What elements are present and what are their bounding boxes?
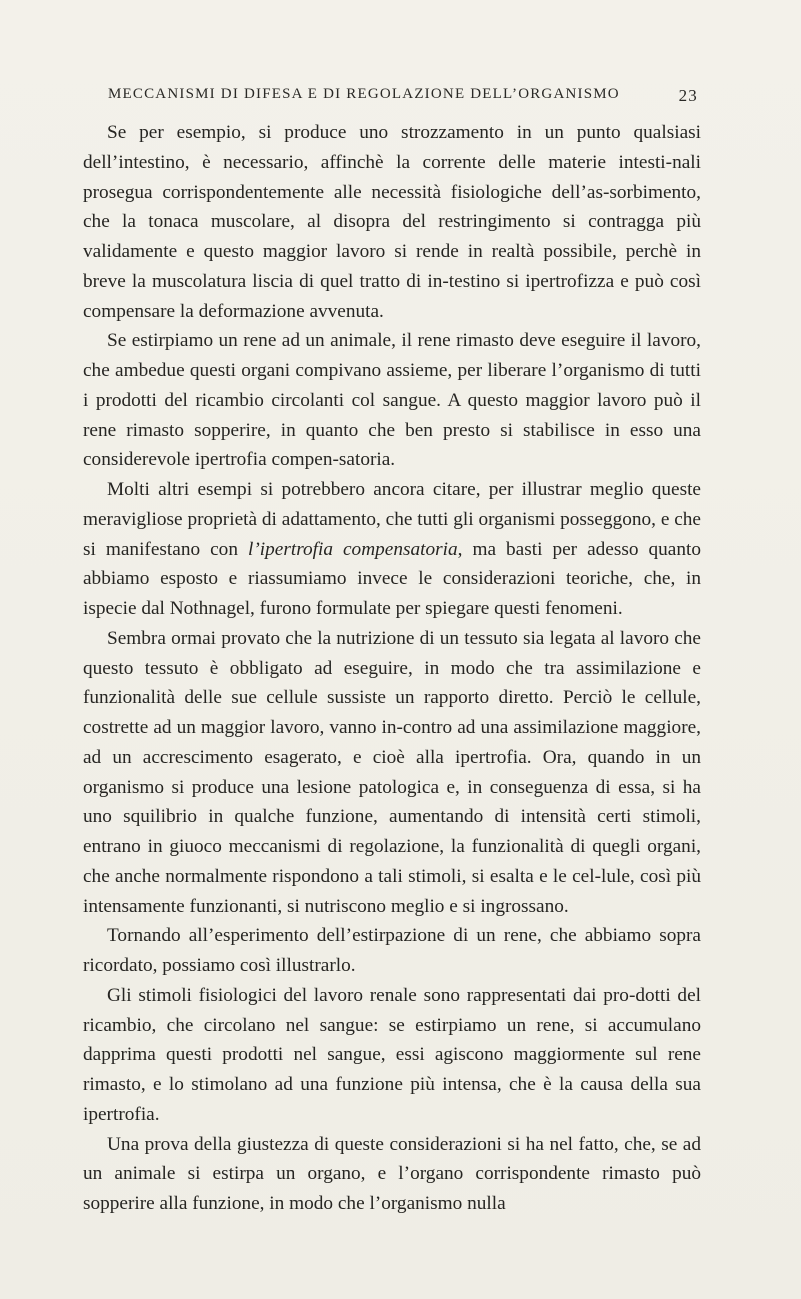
emphasis-ipertrofia-compensatoria: l’ipertrofia compensatoria: [248, 538, 458, 560]
paragraph-text-after-emphasis: , ma basti per adesso quanto abbiamo esposto e riassumiamo invece le considerazioni teoriche, che, in ispecie dal Nothnagel, furono formulate per spiegare questi fenomeni.: [83, 538, 701, 619]
paragraph-proof: Una prova della giustezza di queste considerazioni si ha nel fatto, che, se ad un animale si estirpa un organo, e l’organo corrispondente rimasto può sopperire alla funzione, in modo che l’organismo nulla: [83, 1133, 701, 1214]
paragraph-experiment-return: Tornando all’esperimento dell’estirpazione di un rene, che abbiamo sopra ricordato, possiamo così illustrarlo.: [83, 925, 701, 976]
paragraph-text-before-emphasis: Molti altri esempi si potrebbero ancora citare, per illustrar meglio queste meravigliose proprietà di adattamento, che tutti gli organismi posseggono, e che si manifestano con: [83, 479, 701, 560]
running-title: MECCANISMI DI DIFESA E DI REGOLAZIONE DELL’ORGANISMO: [108, 86, 620, 102]
paragraph-nutrition-theory: Sembra ormai provato che la nutrizione di un tessuto sia legata al lavoro che questo tessuto è obbligato ad eseguire, in modo che tra assimilazione e funzionalità delle sue cellule sussiste un rapporto diretto. Perciò le cellule, costrette ad un maggior lavoro, vanno in-contro ad una assimilazione maggiore, ad un accrescimento esagerato, e cioè alla ipertrofia. Ora, quando in un organismo si produce una lesione patologica e, in conseguenza di essa, si ha uno squilibrio in qualche funzione, aumentando di intensità certi stimoli, entrano in giuoco meccanismi di regolazione, la funzionalità di quegli organi, che anche normalmente rispondono a tali stimoli, si esalta e le cel-lule, così più intensamente funzionanti, si nutriscono meglio e si ingrossano.: [83, 627, 701, 917]
paragraph-intestine-example: Se per esempio, si produce uno strozzamento in un punto qualsiasi dell’intestino, è necessario, affinchè la corrente delle materie intesti-nali prosegua corrispondentemente alle necessità fisiologiche dell’as-sorbimento, che la tonaca muscolare, al disopra del restringimento si contragga più validamente e questo maggior lavoro si rende in realtà possibile, perchè in breve la muscolatura liscia di quel tratto di in-testino si ipertrofizza e può così compensare la deformazione avvenuta.: [83, 122, 701, 322]
paragraph-compensatory-hypertrophy: [83, 475, 701, 624]
body-text: [83, 118, 701, 1219]
page-number: 23: [678, 86, 698, 105]
paragraph-physiological-stimuli: Gli stimoli fisiologici del lavoro renale sono rappresentati dai pro-dotti del ricambio, che circolano nel sangue: se estirpiamo un rene, si accumulano dapprima questi prodotti nel sangue, essi agiscono maggiormente sul rene rimasto, e lo stimolano ad una funzione più intensa, che è la causa della sua ipertrofia.: [83, 984, 701, 1125]
running-head: [108, 86, 698, 108]
paragraph-kidney-example: Se estirpiamo un rene ad un animale, il rene rimasto deve eseguire il lavoro, che ambedue questi organi compivano assieme, per liberare l’organismo di tutti i prodotti del ricambio circolanti col sangue. A questo maggior lavoro può il rene rimasto sopperire, in quanto che ben presto si stabilisce in esso una considerevole ipertrofia compen-satoria.: [83, 330, 701, 471]
